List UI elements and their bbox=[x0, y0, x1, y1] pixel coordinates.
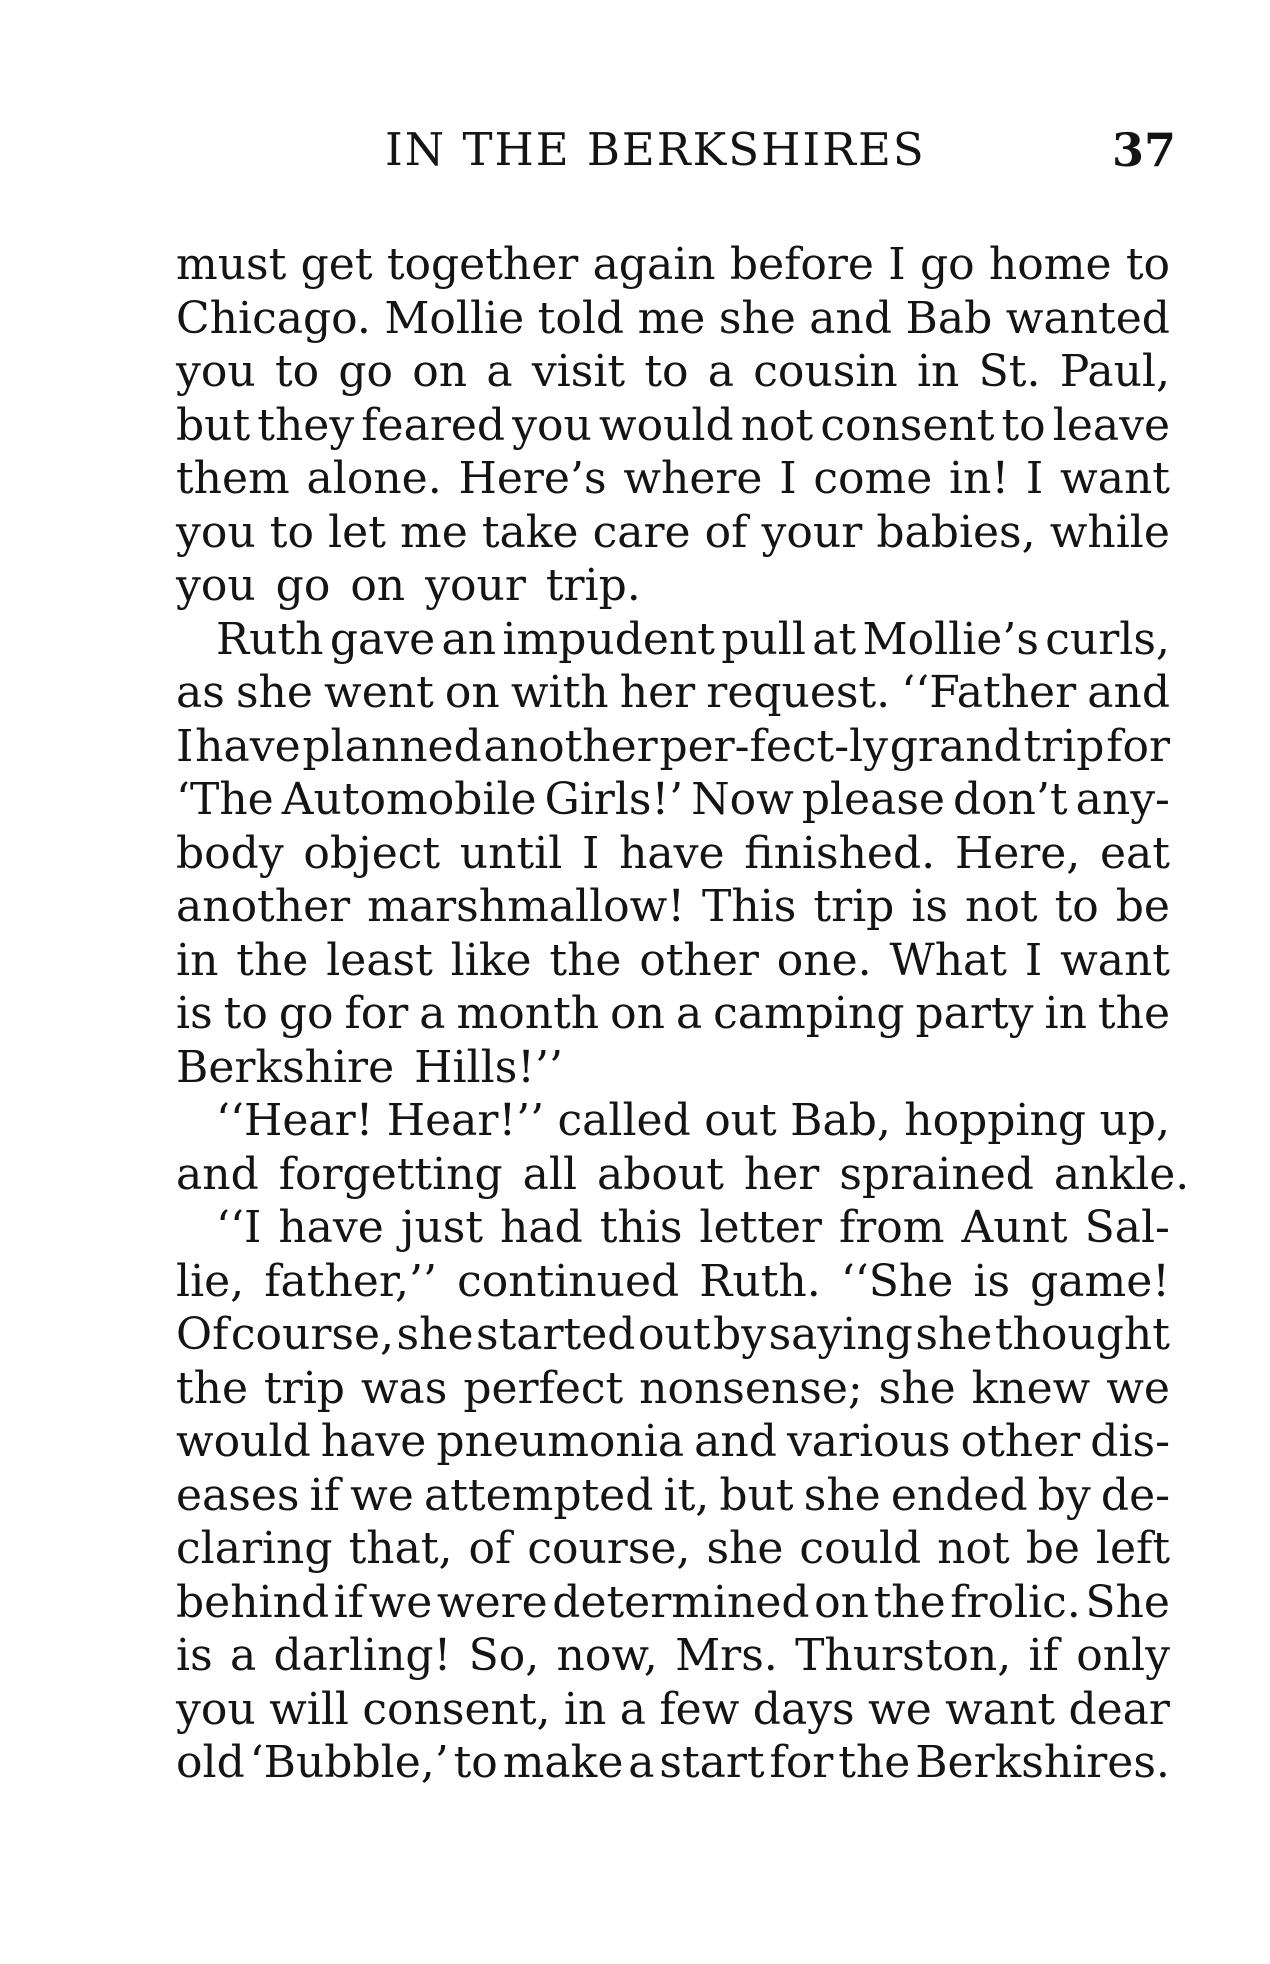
text-line: but they feared you would not consent to leave bbox=[176, 399, 1170, 451]
text-line: would have pneumonia and various other dis- bbox=[176, 1416, 1170, 1467]
text-line: old ‘Bubble,’ to make a start for the Berkshires. bbox=[176, 1737, 1170, 1788]
text-line: I have planned another per-fect-ly grand trip for bbox=[176, 720, 1170, 772]
text-line: is to go for a month on a camping party in the bbox=[176, 988, 1170, 1039]
text-line: you will consent, in a few days we want dear bbox=[176, 1683, 1170, 1735]
text-line: them alone. Here’s where I come in! I want bbox=[176, 453, 1170, 504]
text-line: body object until I have finished. Here, eat bbox=[176, 827, 1170, 879]
text-line: behind if we were determined on the frolic. She bbox=[176, 1576, 1170, 1628]
body-text bbox=[176, 238, 1190, 1790]
running-head-title: IN THE BERKSHIRES bbox=[385, 123, 926, 176]
text-line: you to go on a visit to a cousin in St. Paul, bbox=[176, 346, 1170, 397]
text-line: as she went on with her request. ‘‘Father and bbox=[176, 667, 1170, 718]
text-line: you go on your trip. bbox=[176, 560, 641, 611]
text-line: ‘‘I have just had this letter from Aunt Sal- bbox=[216, 1202, 1170, 1253]
text-line: in the least like the other one. What I want bbox=[176, 934, 1170, 986]
text-line: eases if we attempted it, but she ended by de- bbox=[176, 1469, 1170, 1521]
text-line: another marshmallow! This trip is not to be bbox=[176, 881, 1170, 932]
text-line: lie, father,’’ continued Ruth. ‘‘She is game! bbox=[176, 1255, 1170, 1307]
page-number: 37 bbox=[1112, 123, 1177, 177]
text-line: Chicago. Mollie told me she and Bab wanted bbox=[176, 292, 1170, 344]
text-line: you to let me take care of your babies, while bbox=[176, 506, 1170, 558]
text-line: the trip was perfect nonsense; she knew we bbox=[176, 1362, 1170, 1414]
text-line: is a darling! So, now, Mrs. Thurston, if only bbox=[176, 1630, 1170, 1681]
text-line: ‘The Automobile Girls!’ Now please don’t any- bbox=[176, 774, 1170, 825]
text-line: must get together again before I go home to bbox=[176, 239, 1170, 290]
text-line: Berkshire Hills!’’ bbox=[176, 1041, 563, 1093]
text-line: Ruth gave an impudent pull at Mollie’s curls, bbox=[216, 613, 1170, 665]
text-line: ‘‘Hear! Hear!’’ called out Bab, hopping up, bbox=[216, 1095, 1170, 1146]
text-line: Of course, she started out by saying she thought bbox=[176, 1309, 1170, 1360]
text-line: and forgetting all about her sprained ankle. bbox=[176, 1148, 1190, 1200]
text-line: claring that, of course, she could not be left bbox=[176, 1523, 1170, 1574]
